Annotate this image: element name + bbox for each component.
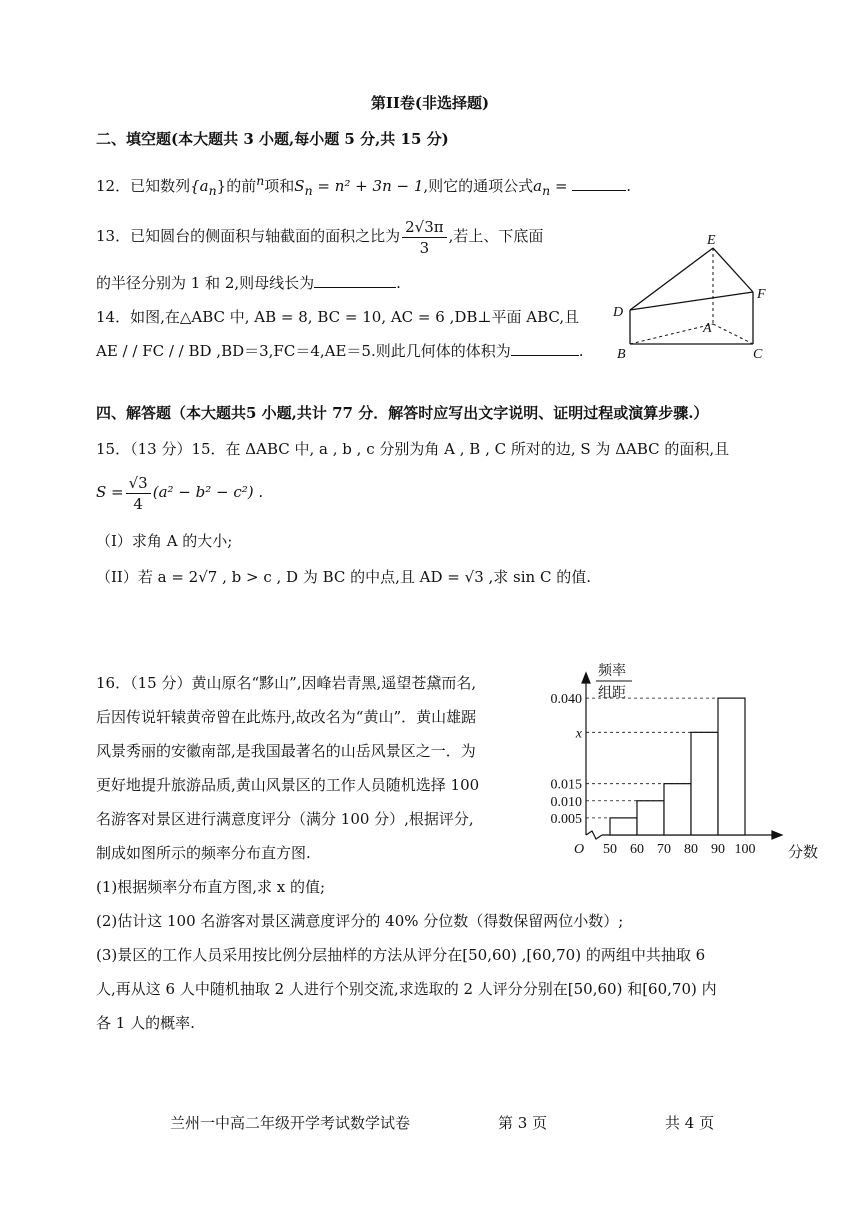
q13-end: . <box>396 274 401 292</box>
edge-ac-hidden <box>713 324 753 344</box>
histogram-bar <box>610 818 637 835</box>
q12-formula-rest: = n² + 3n − 1 <box>312 177 424 195</box>
edge-de <box>630 248 713 310</box>
question-15-part2: （II）若 a = 2√7 , b > c , D 为 BC 的中点,且 AD = √3 ,求 sin C 的值. <box>96 568 591 586</box>
question-16-line5: 名游客对景区进行满意度评分（满分 100 分）,根据评分, <box>96 810 474 828</box>
q12-eq: = <box>550 177 573 195</box>
question-16-sub3-line3: 各 1 人的概率. <box>96 1014 195 1032</box>
q15-frac-num: √3 <box>126 473 151 494</box>
question-15-line1: 15．（13 分）15．在 ΔABC 中, a , b , c 分别为角 A , B , C 所对的边, S 为 ΔABC 的面积,且 <box>96 440 730 458</box>
x-axis-arrow <box>772 831 782 839</box>
x-tick-label: 100 <box>734 842 756 857</box>
edge-ef <box>713 248 753 292</box>
q15-frac-den: 4 <box>133 494 143 513</box>
y-tick-label: 0.040 <box>550 692 582 708</box>
edge-df <box>630 292 753 310</box>
y-axis-arrow <box>582 673 590 683</box>
histogram-chart <box>540 655 835 865</box>
axis-break <box>586 831 602 839</box>
q12-formula-sub: n <box>304 183 313 198</box>
q14-line2: AE / / FC / / BD ,BD＝3,FC＝4,AE＝5.则此几何体的体积为 <box>96 342 511 360</box>
q12-suffix: ,则它的通项公式 <box>423 177 534 195</box>
q12-n: n <box>256 173 265 188</box>
histogram-bar <box>691 732 718 835</box>
question-16-sub1: (1)根据频率分布直方图,求 x 的值; <box>96 878 326 896</box>
y-tick-label: 0.010 <box>550 794 582 810</box>
origin-label: O <box>574 842 585 857</box>
q13-fraction <box>402 217 447 258</box>
q12-an-sub: n <box>542 183 551 198</box>
ylabel-bottom: 组距 <box>598 686 626 701</box>
question-15-part1: （I）求角 A 的大小; <box>96 532 233 550</box>
question-16-line2: 后因传说轩辕黄帝曾在此炼丹,故改名为“黄山”．黄山雄踞 <box>96 708 477 726</box>
q12-mid: 的前 <box>226 177 257 195</box>
label-f: F <box>757 287 766 302</box>
q13-suffix: ,若上、下底面 <box>448 227 544 245</box>
q12-prefix: 12．已知数列 <box>96 177 191 195</box>
x-tick-label: 50 <box>603 842 617 857</box>
q15-s-rest: (a² − b² − c²) . <box>152 483 264 501</box>
question-16-sub2: (2)估计这 100 名游客对景区满意度评分的 40% 分位数（得数保留两位小数）; <box>96 912 624 930</box>
q12-seq: {a <box>190 177 209 195</box>
q13-frac-den: 3 <box>419 238 430 257</box>
q12-seq-close: } <box>216 177 227 195</box>
question-16-line6: 制成如图所示的频率分布直方图. <box>96 844 311 862</box>
q13-frac-num: 2√3π <box>402 217 447 238</box>
q12-answer-blank[interactable] <box>572 176 626 191</box>
question-14-line1: 14．如图,在△ABC 中, AB = 8, BC = 10, AC = 6 ,DB⊥平面 ABC,且 <box>96 308 580 326</box>
y-tick-label: 0.005 <box>550 811 582 827</box>
label-d: D <box>613 305 624 320</box>
q15-fraction <box>126 473 151 514</box>
x-tick-label: 90 <box>711 842 725 857</box>
x-tick-label: 80 <box>684 842 698 857</box>
question-16-line3: 风景秀丽的安徽南部,是我国最著名的山岳风景区之一．为 <box>96 742 476 760</box>
y-tick-label: 0.015 <box>550 777 582 793</box>
label-c: C <box>753 347 763 362</box>
question-16-sub3-line1: (3)景区的工作人员采用按比例分层抽样的方法从评分在[50,60) ,[60,70) 的两组中共抽取 6 <box>96 946 706 964</box>
question-16-line4: 更好地提升旅游品质,黄山风景区的工作人员随机选择 100 <box>96 776 480 794</box>
section-title: 第II卷(非选择题) <box>370 94 490 112</box>
q12-end: . <box>626 177 632 195</box>
footer-page: 第 3 页 <box>498 1114 548 1132</box>
question-14-line2 <box>96 340 584 362</box>
label-a: A <box>703 321 712 336</box>
q14-answer-blank[interactable] <box>511 341 579 356</box>
footer-total: 共 4 页 <box>665 1114 715 1132</box>
x-tick-label: 70 <box>657 842 671 857</box>
q12-mid2: 项和 <box>264 177 295 195</box>
y-tick-label: x <box>575 726 582 742</box>
question-13-line1 <box>96 216 543 258</box>
part3-header: 二、填空题(本大题共 3 小题,每小题 5 分,共 15 分) <box>96 130 449 148</box>
question-16-sub3-line2: 人,再从这 6 人中随机抽取 2 人进行个别交流,求选取的 2 人评分分别在[50,60) 和[60,70) 内 <box>96 980 717 998</box>
question-15-formula <box>96 472 263 514</box>
xlabel: 分数 <box>788 845 819 861</box>
part4-header: 四、解答题（本大题共5 小题,共计 77 分．解答时应写出文字说明、证明过程或演算步骤.） <box>96 404 709 422</box>
q12-seq-sub: n <box>208 183 217 198</box>
q13-answer-blank[interactable] <box>314 273 396 288</box>
q15-s-prefix: S = <box>96 483 124 501</box>
q13-prefix: 13．已知圆台的侧面积与轴截面的面积之比为 <box>96 227 401 245</box>
figure-14-solid <box>605 228 775 363</box>
x-tick-label: 60 <box>630 842 644 857</box>
q14-end: . <box>578 342 584 360</box>
q13-line2: 的半径分别为 1 和 2,则母线长为 <box>96 274 315 292</box>
histogram-bar <box>664 784 691 835</box>
question-16-line1: 16．（15 分）黄山原名“黟山”,因峰岩青黑,遥望苍黛而名, <box>96 674 477 692</box>
histogram-bar <box>718 698 745 835</box>
edge-ba-hidden <box>630 324 713 344</box>
question-12 <box>96 170 631 202</box>
question-13-line2 <box>96 272 401 294</box>
label-b: B <box>617 347 626 362</box>
ylabel-top: 频率 <box>598 664 626 679</box>
q12-an: a <box>533 177 543 195</box>
label-e: E <box>707 233 716 248</box>
q12-formula-s: S <box>294 177 305 195</box>
footer-title: 兰州一中高二年级开学考试数学试卷 <box>170 1114 411 1132</box>
histogram-bar <box>637 801 664 835</box>
